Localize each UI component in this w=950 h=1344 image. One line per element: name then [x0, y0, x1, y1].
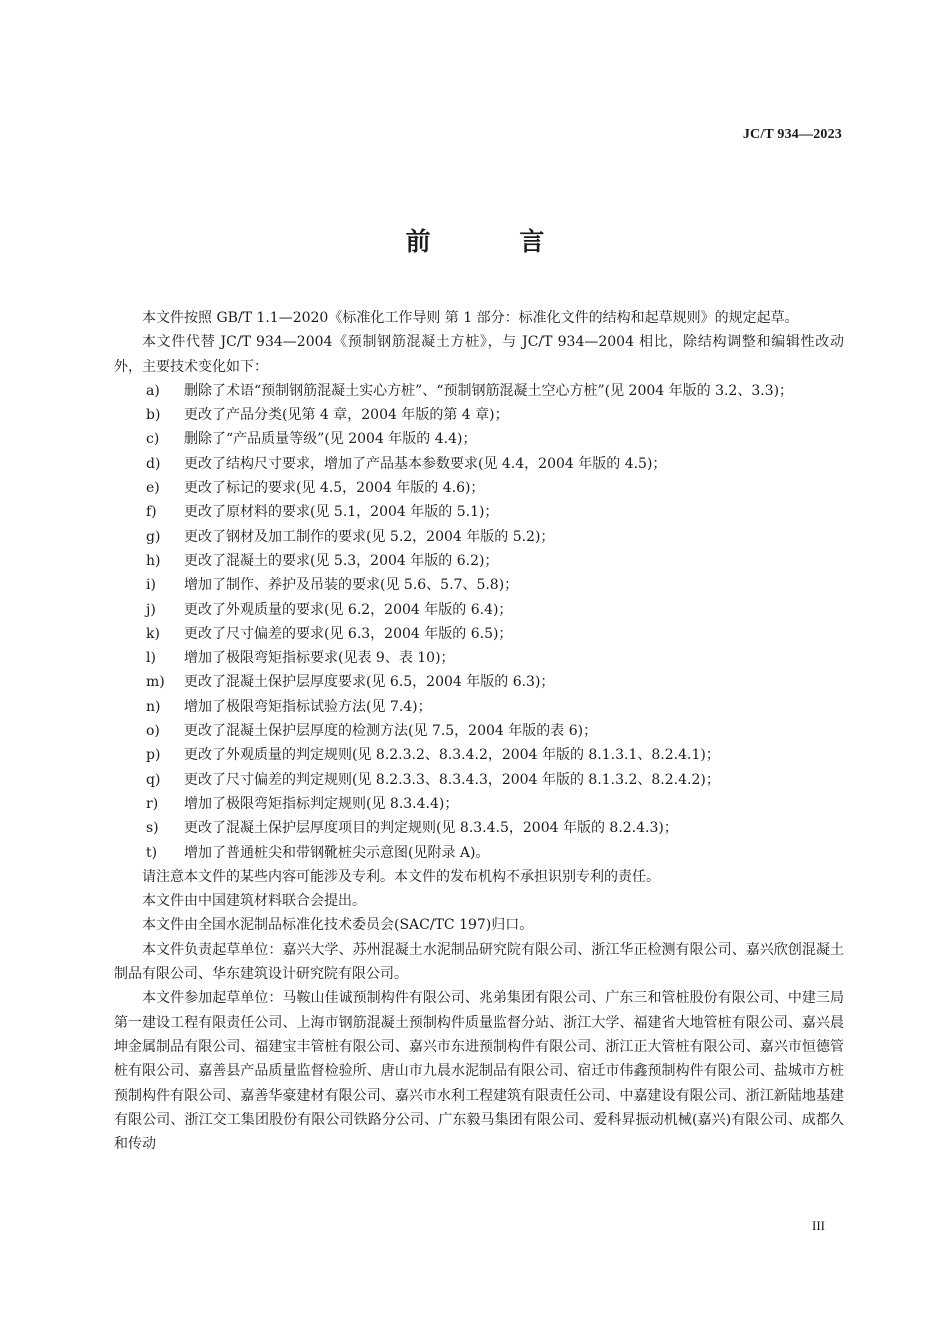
list-item-text: 增加了极限弯矩指标要求(见表 9、表 10)；	[184, 650, 455, 667]
list-item-marker: j)	[146, 601, 156, 618]
list-item-text: 更改了结构尺寸要求，增加了产品基本参数要求(见 4.4，2004 年版的 4.5)；	[184, 455, 667, 472]
list-item	[114, 646, 844, 670]
list-item-marker: h)	[146, 552, 161, 569]
list-item-text: 更改了标记的要求(见 4.5，2004 年版的 4.6)；	[184, 480, 485, 497]
list-item	[114, 452, 844, 476]
list-item	[114, 670, 844, 694]
list-item-marker: c)	[146, 431, 160, 448]
list-item-marker: r)	[146, 795, 159, 812]
participating-drafters: 本文件参加起草单位：马鞍山佳诚预制构件有限公司、兆弟集团有限公司、广东三和管桩股份有限公司、中建三局第一建设工程有限责任公司、上海市钢筋混凝土预制构件质量监督分站、浙江大学、福建省大地管桩有限公司、嘉兴晨坤金属制品有限公司、福建宝丰管桩有限公司、嘉兴市东进预制构件有限公司、浙江正大管桩有限公司、嘉兴市恒德管桩有限公司、嘉善县产品质量监督检验所、唐山市九晨水泥制品有限公司、宿迁市伟鑫预制构件有限公司、盐城市方桩预制构件有限公司、嘉善华豪建材有限公司、嘉兴市水利工程建筑有限责任公司、中嘉建设有限公司、浙江新陆地基建有限公司、浙江交工集团股份有限公司铁路分公司、广东毅马集团有限公司、爱科昇振动机械(嘉兴)有限公司、成都久和传动	[114, 990, 844, 1153]
list-item-marker: k)	[146, 625, 160, 642]
list-item-marker: g)	[146, 528, 161, 545]
list-item-marker: b)	[146, 407, 161, 424]
list-item-text: 更改了原材料的要求(见 5.1，2004 年版的 5.1)；	[184, 504, 499, 521]
list-item-text: 更改了尺寸偏差的判定规则(见 8.2.3.3、8.3.4.3，2004 年版的 8.1.3.2、8.2.4.2)；	[184, 771, 720, 788]
list-item-text: 更改了外观质量的要求(见 6.2，2004 年版的 6.4)；	[184, 601, 513, 618]
list-item	[114, 549, 844, 573]
list-item-marker: q)	[146, 771, 161, 788]
page-title: 前 言	[405, 227, 585, 256]
list-item	[114, 743, 844, 767]
list-item	[114, 427, 844, 451]
list-item	[114, 816, 844, 840]
list-item	[114, 573, 844, 597]
list-item-text: 更改了产品分类(见第 4 章，2004 年版的第 4 章)；	[184, 407, 509, 424]
list-item	[114, 695, 844, 719]
list-item-text: 增加了制作、养护及吊装的要求(见 5.6、5.7、5.8)；	[184, 577, 519, 594]
intro-paragraph-2: 本文件代替 JC/T 934—2004《预制钢筋混凝土方桩》，与 JC/T 934—2004 相比，除结构调整和编辑性改动外，主要技术变化如下：	[114, 334, 844, 375]
page-number: III	[812, 1218, 825, 1233]
list-item	[114, 768, 844, 792]
list-item-text: 删除了术语“预制钢筋混凝土实心方桩”、“预制钢筋混凝土空心方桩”(见 2004 年版的 3.2、3.3)；	[184, 382, 794, 399]
list-item-text: 删除了“产品质量等级”(见 2004 年版的 4.4)；	[184, 431, 477, 448]
list-item	[114, 476, 844, 500]
list-item-marker: n)	[146, 698, 161, 715]
list-item-text: 更改了混凝土保护层厚度项目的判定规则(见 8.3.4.5，2004 年版的 8.2.4.3)；	[184, 820, 678, 837]
intro-paragraph-1: 本文件按照 GB/T 1.1—2020《标准化工作导则 第 1 部分：标准化文件的结构和起草规则》的规定起草。	[142, 310, 799, 326]
list-item-text: 更改了尺寸偏差的要求(见 6.3，2004 年版的 6.5)；	[184, 625, 513, 642]
list-item-marker: l)	[146, 650, 156, 667]
list-item-marker: a)	[146, 382, 160, 399]
list-item	[114, 719, 844, 743]
list-item-text: 增加了极限弯矩指标试验方法(见 7.4)；	[184, 698, 432, 715]
list-item-marker: d)	[146, 455, 161, 472]
list-item-marker: f)	[146, 504, 157, 521]
list-item	[114, 598, 844, 622]
list-item-text: 增加了普通桩尖和带钢靴桩尖示意图(见附录 A)。	[184, 844, 490, 861]
list-item-marker: i)	[146, 577, 156, 594]
list-item-marker: e)	[146, 480, 160, 497]
list-item-text: 更改了混凝土保护层厚度的检测方法(见 7.5，2004 年版的表 6)；	[184, 723, 598, 740]
list-item	[114, 500, 844, 524]
document-code: JC/T 934—2023	[742, 127, 842, 142]
list-item-marker: t)	[146, 844, 158, 861]
list-item	[114, 379, 844, 403]
patent-notice: 请注意本文件的某些内容可能涉及专利。本文件的发布机构不承担识别专利的责任。	[142, 868, 660, 885]
list-item	[114, 622, 844, 646]
list-item-text: 更改了混凝土保护层厚度要求(见 6.5，2004 年版的 6.3)；	[184, 674, 555, 691]
foreword-body	[114, 306, 844, 1156]
list-item	[114, 792, 844, 816]
list-item	[114, 841, 844, 865]
list-item-text: 更改了混凝土的要求(见 5.3，2004 年版的 6.2)；	[184, 552, 499, 569]
list-item	[114, 525, 844, 549]
committee-statement: 本文件由全国水泥制品标准化技术委员会(SAC/TC 197)归口。	[142, 917, 534, 934]
list-item-marker: s)	[146, 820, 159, 837]
list-item	[114, 403, 844, 427]
list-item-marker: o)	[146, 723, 160, 740]
lead-drafters: 本文件负责起草单位：嘉兴大学、苏州混凝土水泥制品研究院有限公司、浙江华正检测有限公司、嘉兴欣创混凝土制品有限公司、华东建筑设计研究院有限公司。	[114, 941, 844, 983]
list-item-marker: p)	[146, 747, 161, 764]
list-item-text: 更改了钢材及加工制作的要求(见 5.2，2004 年版的 5.2)；	[184, 528, 555, 545]
list-item-text: 更改了外观质量的判定规则(见 8.2.3.2、8.3.4.2，2004 年版的 8.1.3.1、8.2.4.1)；	[184, 747, 720, 764]
proposer-statement: 本文件由中国建筑材料联合会提出。	[142, 893, 366, 910]
list-item-text: 增加了极限弯矩指标判定规则(见 8.3.4.4)；	[184, 795, 459, 812]
list-item-marker: m)	[146, 674, 165, 691]
changes-list	[114, 379, 844, 865]
